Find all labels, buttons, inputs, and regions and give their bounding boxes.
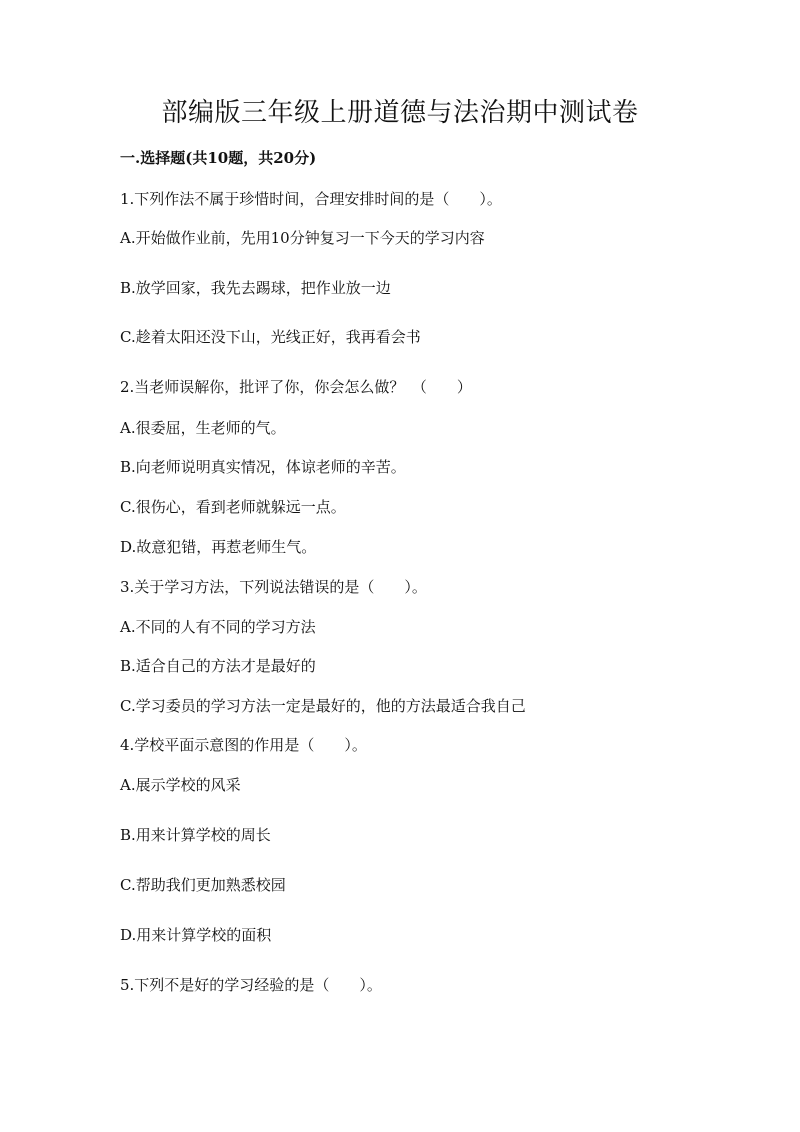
question-4-option-b: B.用来计算学校的周长: [120, 826, 271, 844]
section-heading: 一.选择题(共10题，共20分): [120, 149, 317, 167]
question-5-stem: 5.下列不是好的学习经验的是（ ）。: [120, 976, 382, 994]
question-1-option-c: C.趁着太阳还没下山，光线正好，我再看会书: [120, 328, 421, 346]
page-title: 部编版三年级上册道德与法治期中测试卷: [161, 98, 639, 128]
question-3-stem: 3.关于学习方法，下列说法错误的是（ ）。: [120, 578, 427, 596]
question-3-option-b: B.适合自己的方法才是最好的: [120, 657, 316, 675]
question-2-stem: 2.当老师误解你，批评了你，你会怎么做？ （ ）: [120, 378, 472, 396]
question-4-stem: 4.学校平面示意图的作用是（ ）。: [120, 736, 367, 754]
question-2-option-a: A.很委屈，生老师的气。: [120, 419, 286, 437]
question-4-option-d: D.用来计算学校的面积: [120, 926, 272, 944]
question-4-option-c: C.帮助我们更加熟悉校园: [120, 876, 286, 894]
question-2-option-d: D.故意犯错，再惹老师生气。: [120, 538, 317, 556]
question-4-option-a: A.展示学校的风采: [120, 776, 241, 794]
question-2-option-b: B.向老师说明真实情况，体谅老师的辛苦。: [120, 458, 406, 476]
question-3-option-c: C.学习委员的学习方法一定是最好的，他的方法最适合我自己: [120, 697, 526, 715]
question-3-option-a: A.不同的人有不同的学习方法: [120, 618, 316, 636]
question-1-option-b: B.放学回家，我先去踢球，把作业放一边: [120, 279, 391, 297]
question-1-option-a: A.开始做作业前，先用10分钟复习一下今天的学习内容: [120, 229, 485, 247]
question-2-option-c: C.很伤心，看到老师就躲远一点。: [120, 498, 346, 516]
question-1-stem: 1.下列作法不属于珍惜时间，合理安排时间的是（ ）。: [120, 190, 502, 208]
